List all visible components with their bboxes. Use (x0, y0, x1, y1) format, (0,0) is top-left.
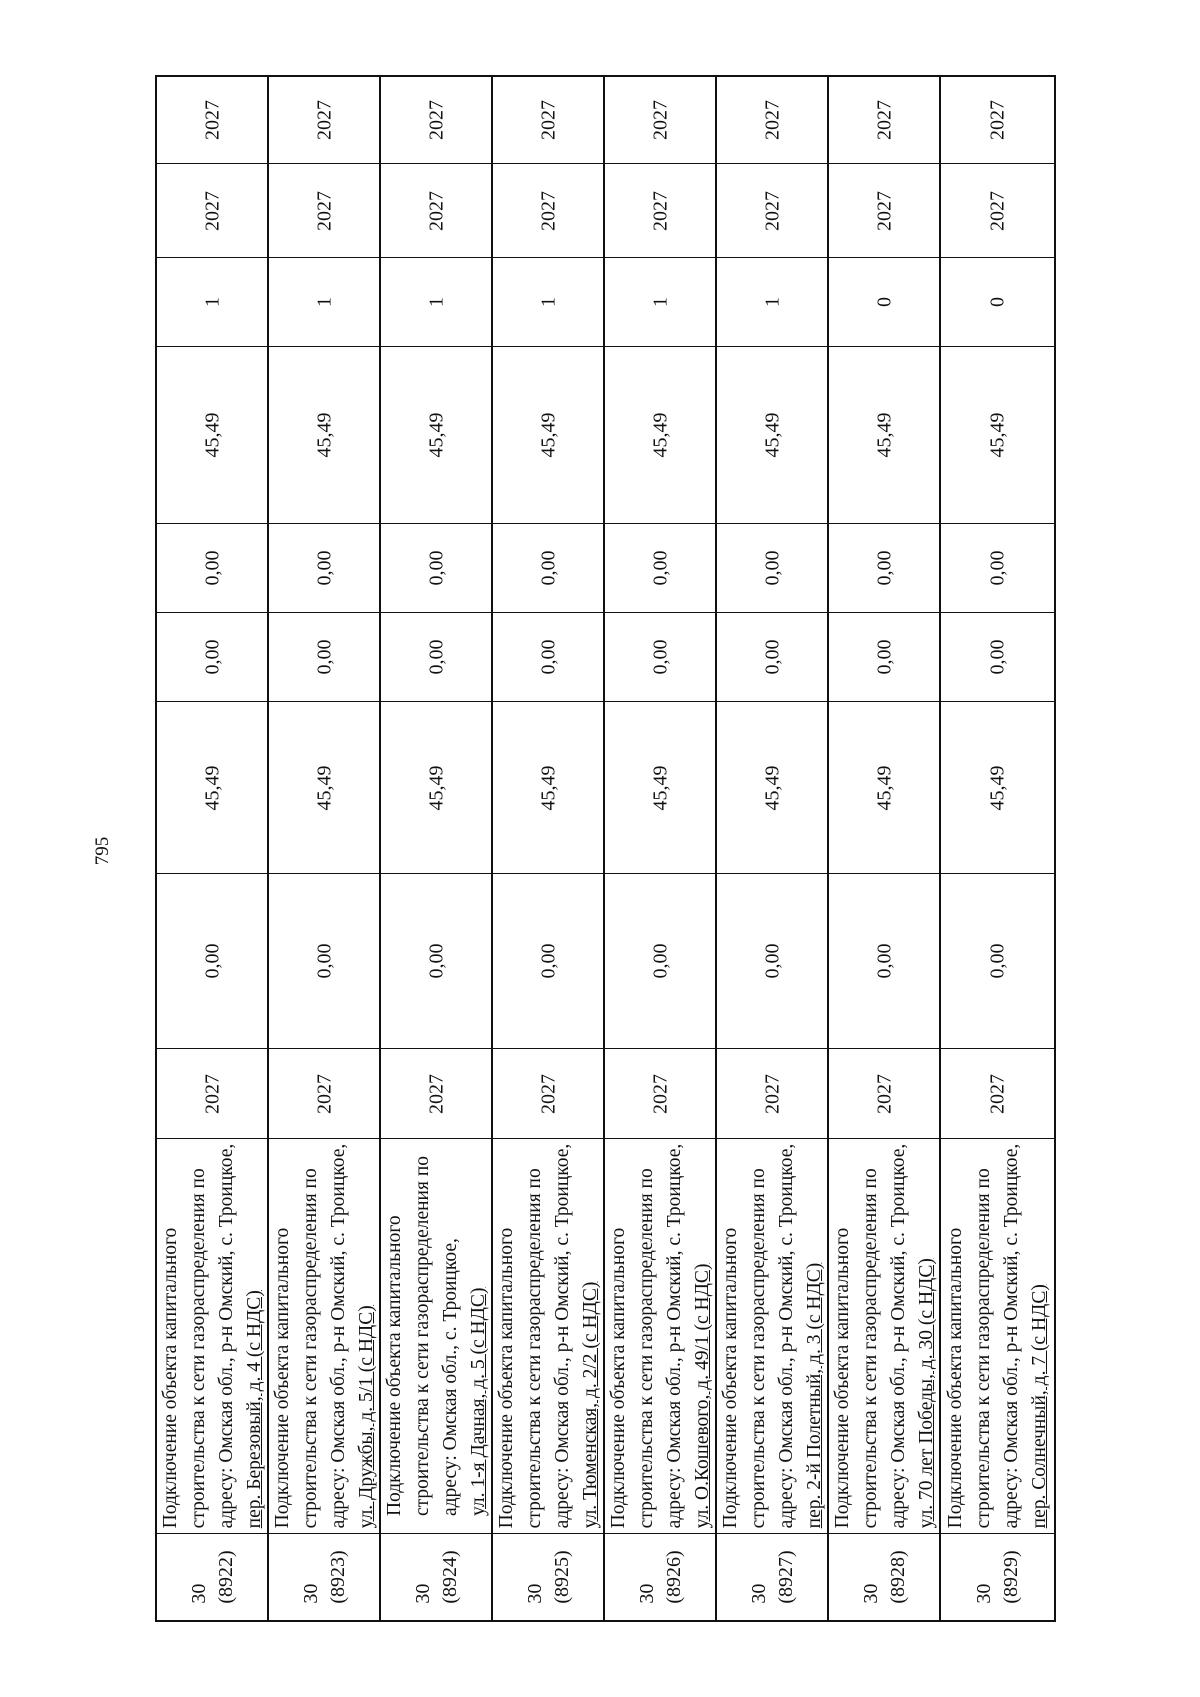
year-cell (941, 1049, 1054, 1139)
description-line: адресу: Омская обл., р-н Омский, с. Троицкое, (1000, 1143, 1022, 1529)
total-cost-cell (269, 347, 381, 524)
cell-value: 45,49 (537, 412, 560, 458)
year-cell (829, 1049, 941, 1139)
end-year-cell (269, 75, 381, 164)
cell-value: 0 (986, 297, 1008, 307)
row-identifier (858, 1550, 912, 1603)
count-cell (717, 258, 829, 347)
description-line: адресу: Омская обл., р-н Омский, с. Троицкое, (328, 1143, 349, 1529)
cell-value: 0,00 (649, 639, 672, 675)
cost-cell (605, 874, 717, 1049)
description-line: строительства к сети газораспределения по (860, 1168, 881, 1529)
cost-cell (605, 613, 717, 702)
cell-value: 0,00 (649, 943, 672, 979)
cell-value: 2027 (761, 100, 784, 140)
finish-year-cell (717, 164, 829, 258)
cell-value: 45,49 (873, 412, 896, 458)
cost-cell (829, 613, 941, 702)
cell-value: 2027 (313, 190, 336, 231)
cell-value: 2027 (313, 100, 336, 140)
id-cell (381, 1534, 493, 1622)
cell-value: 45,49 (537, 765, 560, 810)
cell-value: 45,49 (873, 765, 896, 810)
description-text (381, 1156, 493, 1516)
count-cell (829, 258, 941, 347)
count-cell (941, 258, 1054, 347)
description-line: ул. 1-я Дачная, д. 5 (с НДС) (468, 1287, 489, 1517)
cell-value: 1 (537, 297, 560, 307)
cost-cell (381, 524, 493, 613)
count-cell (381, 258, 493, 347)
description-line: ул. 70 лет Победы, д. 30 (с НДС) (916, 1258, 937, 1529)
cost-cell (717, 613, 829, 702)
id-cell (605, 1534, 717, 1622)
cell-value: 2027 (537, 190, 560, 231)
cell-value: 2027 (313, 1073, 336, 1114)
description-line: Подключение объекта капитального (608, 1227, 629, 1529)
cell-value: 1 (313, 297, 336, 307)
cell-value: 2027 (761, 190, 784, 231)
cost-cell (717, 702, 829, 874)
cost-cell (829, 874, 941, 1049)
table-row (715, 75, 829, 1622)
cost-cell (157, 702, 269, 874)
cell-value: 2027 (873, 190, 896, 231)
cell-value: 45,49 (761, 765, 784, 810)
cell-value: 0,00 (873, 550, 896, 586)
table-row (939, 75, 1056, 1622)
cell-value: 0,00 (986, 550, 1008, 586)
description-line: Подключение объекта капитального (720, 1227, 741, 1529)
cost-cell (269, 702, 381, 874)
cell-value: 0,00 (201, 639, 224, 675)
cell-value: 45,49 (761, 412, 784, 458)
cell-value: 2027 (201, 1073, 224, 1114)
description-line: ул. О.Кошевого, д. 49/1 (с НДС) (692, 1263, 713, 1529)
row-number: 30 (300, 1583, 322, 1604)
description-line: адресу: Омская обл., р-н Омский, с. Троицкое, (216, 1143, 237, 1529)
cell-value: 2027 (425, 100, 448, 140)
cell-value: 0,00 (425, 943, 448, 979)
cost-cell (605, 524, 717, 613)
row-code: (8928) (887, 1550, 909, 1604)
total-cost-cell (717, 347, 829, 524)
description-cell (269, 1139, 381, 1534)
description-line: строительства к сети газораспределения по (636, 1168, 657, 1529)
cost-cell (157, 613, 269, 702)
cell-value: 45,49 (201, 765, 224, 810)
cell-value: 2027 (986, 1073, 1008, 1114)
description-cell (381, 1139, 493, 1534)
id-cell (493, 1534, 605, 1622)
cost-cell (717, 524, 829, 613)
cell-value: 2027 (873, 1073, 896, 1114)
cell-value: 2027 (425, 1073, 448, 1114)
description-line: адресу: Омская обл., р-н Омский, с. Троицкое, (664, 1143, 685, 1529)
cell-value: 2027 (201, 190, 224, 231)
table-row (491, 75, 605, 1622)
cost-cell (493, 874, 605, 1049)
row-code: (8922) (215, 1550, 237, 1604)
description-cell (157, 1139, 269, 1534)
description-line: строительства к сети газораспределения по (972, 1168, 994, 1529)
row-code: (8927) (775, 1550, 797, 1604)
finish-year-cell (381, 164, 493, 258)
description-text (493, 1144, 605, 1529)
cost-cell (493, 613, 605, 702)
year-cell (605, 1049, 717, 1139)
id-cell (717, 1534, 829, 1622)
cell-value: 2027 (649, 1073, 672, 1114)
cell-value: 45,49 (201, 412, 224, 458)
cost-cell (829, 524, 941, 613)
description-line: Подключение объекта капитального (272, 1227, 293, 1529)
data-table (155, 75, 1065, 1622)
cell-value: 0,00 (537, 943, 560, 979)
description-line: Подключение объекта капитального (832, 1227, 853, 1529)
row-identifier (971, 1550, 1025, 1603)
cost-cell (493, 702, 605, 874)
description-line: строительства к сети газораспределения по (748, 1168, 769, 1529)
description-line: пер. Солнечный, д. 7 (с НДС) (1028, 1284, 1050, 1529)
cell-value: 0,00 (537, 639, 560, 675)
year-cell (381, 1049, 493, 1139)
cost-cell (941, 874, 1054, 1049)
year-cell (269, 1049, 381, 1139)
description-line: строительства к сети газораспределения по (188, 1168, 209, 1529)
year-cell (717, 1049, 829, 1139)
cost-cell (381, 613, 493, 702)
cell-value: 2027 (537, 1073, 560, 1114)
cell-value: 1 (201, 297, 224, 307)
cell-value: 0,00 (873, 943, 896, 979)
end-year-cell (941, 75, 1054, 164)
description-cell (493, 1139, 605, 1534)
cost-cell (269, 874, 381, 1049)
cell-value: 2027 (761, 1073, 784, 1114)
table-row (603, 75, 717, 1622)
description-text (269, 1144, 381, 1529)
total-cost-cell (941, 347, 1054, 524)
row-identifier (634, 1550, 688, 1603)
cell-value: 2027 (986, 190, 1008, 231)
cell-value: 0,00 (425, 550, 448, 586)
cost-cell (381, 874, 493, 1049)
cell-value: 45,49 (649, 412, 672, 458)
table-row (379, 75, 493, 1622)
finish-year-cell (605, 164, 717, 258)
cell-value: 0,00 (986, 943, 1008, 979)
cell-value: 2027 (425, 190, 448, 231)
cost-cell (717, 874, 829, 1049)
count-cell (493, 258, 605, 347)
description-line: адресу: Омская обл., р-н Омский, с. Троицкое, (888, 1143, 909, 1529)
total-cost-cell (829, 347, 941, 524)
id-cell (157, 1534, 269, 1622)
cell-value: 45,49 (425, 412, 448, 458)
description-line: пер. Березовый, д. 4 (с НДС) (244, 1290, 265, 1529)
row-number: 30 (524, 1583, 546, 1604)
description-line: строительства к сети газораспределения по (300, 1168, 321, 1529)
row-code: (8923) (327, 1550, 349, 1604)
cell-value: 45,49 (649, 765, 672, 810)
description-text (942, 1144, 1054, 1529)
cost-cell (829, 702, 941, 874)
table-row (827, 75, 941, 1622)
row-number: 30 (636, 1583, 658, 1604)
end-year-cell (829, 75, 941, 164)
cost-cell (941, 613, 1054, 702)
description-line: адресу: Омская обл., р-н Омский, с. Троицкое, (776, 1143, 797, 1529)
cell-value: 1 (649, 297, 672, 307)
description-line: строительства к сети газораспределения по (524, 1168, 545, 1529)
total-cost-cell (605, 347, 717, 524)
finish-year-cell (493, 164, 605, 258)
cell-value: 2027 (537, 100, 560, 140)
cost-cell (493, 524, 605, 613)
description-line: Подключение объекта капитального (384, 1215, 405, 1517)
cell-value: 45,49 (986, 412, 1008, 458)
finish-year-cell (941, 164, 1054, 258)
cost-cell (941, 702, 1054, 874)
description-line: адресу: Омская обл., с. Троицкое, (440, 1238, 461, 1517)
description-line: пер. 2-й Полетный, д. 3 (с НДС) (804, 1262, 825, 1529)
finish-year-cell (269, 164, 381, 258)
id-cell (941, 1534, 1054, 1622)
cell-value: 2027 (649, 190, 672, 231)
description-line: Подключение объекта капитального (496, 1227, 517, 1529)
end-year-cell (381, 75, 493, 164)
row-code: (8926) (663, 1550, 685, 1604)
cell-value: 1 (425, 297, 448, 307)
description-line: ул. Дружбы, д. 5/1 (с НДС) (356, 1305, 377, 1529)
cell-value: 0,00 (313, 639, 336, 675)
table-row (267, 75, 381, 1622)
description-cell (941, 1139, 1054, 1534)
cell-value: 0,00 (537, 550, 560, 586)
cell-value: 45,49 (313, 765, 336, 810)
page-number: 795 (92, 836, 113, 866)
description-line: адресу: Омская обл., р-н Омский, с. Троицкое, (552, 1143, 573, 1529)
cell-value: 2027 (986, 100, 1008, 140)
total-cost-cell (157, 347, 269, 524)
description-cell (605, 1139, 717, 1534)
finish-year-cell (829, 164, 941, 258)
cell-value: 0,00 (761, 943, 784, 979)
count-cell (157, 258, 269, 347)
row-identifier (298, 1550, 352, 1603)
end-year-cell (157, 75, 269, 164)
cost-cell (605, 702, 717, 874)
cost-cell (157, 524, 269, 613)
finish-year-cell (157, 164, 269, 258)
cell-value: 0,00 (761, 639, 784, 675)
cell-value: 45,49 (986, 765, 1008, 810)
cell-value: 2027 (201, 100, 224, 140)
row-identifier (746, 1550, 800, 1603)
description-line: строительства к сети газораспределения по (412, 1155, 433, 1517)
row-number: 30 (412, 1583, 434, 1604)
cell-value: 0,00 (201, 943, 224, 979)
description-text (717, 1144, 829, 1529)
row-number: 30 (188, 1583, 210, 1604)
cost-cell (941, 524, 1054, 613)
year-cell (157, 1049, 269, 1139)
description-line: Подключение объекта капитального (944, 1227, 966, 1529)
cell-value: 0,00 (313, 943, 336, 979)
end-year-cell (493, 75, 605, 164)
id-cell (829, 1534, 941, 1622)
table-row (155, 75, 269, 1622)
description-cell (717, 1139, 829, 1534)
total-cost-cell (381, 347, 493, 524)
cell-value: 0,00 (201, 550, 224, 586)
row-identifier (186, 1550, 240, 1603)
total-cost-cell (493, 347, 605, 524)
row-code: (8929) (999, 1550, 1022, 1604)
cost-cell (157, 874, 269, 1049)
row-number: 30 (972, 1583, 995, 1604)
description-line: Подключение объекта капитального (160, 1227, 181, 1529)
cell-value: 2027 (873, 100, 896, 140)
cell-value: 0,00 (986, 639, 1008, 675)
cell-value: 45,49 (313, 412, 336, 458)
cell-value: 0,00 (649, 550, 672, 586)
cell-value: 1 (761, 297, 784, 307)
cell-value: 0,00 (873, 639, 896, 675)
row-code: (8925) (551, 1550, 573, 1604)
cost-cell (269, 524, 381, 613)
row-number: 30 (860, 1583, 882, 1604)
row-code: (8924) (439, 1550, 461, 1604)
description-text (157, 1144, 269, 1529)
end-year-cell (605, 75, 717, 164)
count-cell (605, 258, 717, 347)
cost-cell (269, 613, 381, 702)
cell-value: 0 (873, 297, 896, 307)
description-line: ул. Тюменская, д. 2/2 (с НДС) (580, 1281, 601, 1529)
cell-value: 0,00 (425, 639, 448, 675)
row-identifier (522, 1550, 576, 1603)
id-cell (269, 1534, 381, 1622)
year-cell (493, 1049, 605, 1139)
count-cell (269, 258, 381, 347)
description-text (605, 1144, 717, 1529)
cell-value: 2027 (649, 100, 672, 140)
end-year-cell (717, 75, 829, 164)
cell-value: 0,00 (761, 550, 784, 586)
cell-value: 45,49 (425, 765, 448, 810)
cost-cell (381, 702, 493, 874)
row-identifier (410, 1550, 464, 1603)
row-number: 30 (748, 1583, 770, 1604)
description-cell (829, 1139, 941, 1534)
cell-value: 0,00 (313, 550, 336, 586)
description-text (829, 1144, 941, 1529)
